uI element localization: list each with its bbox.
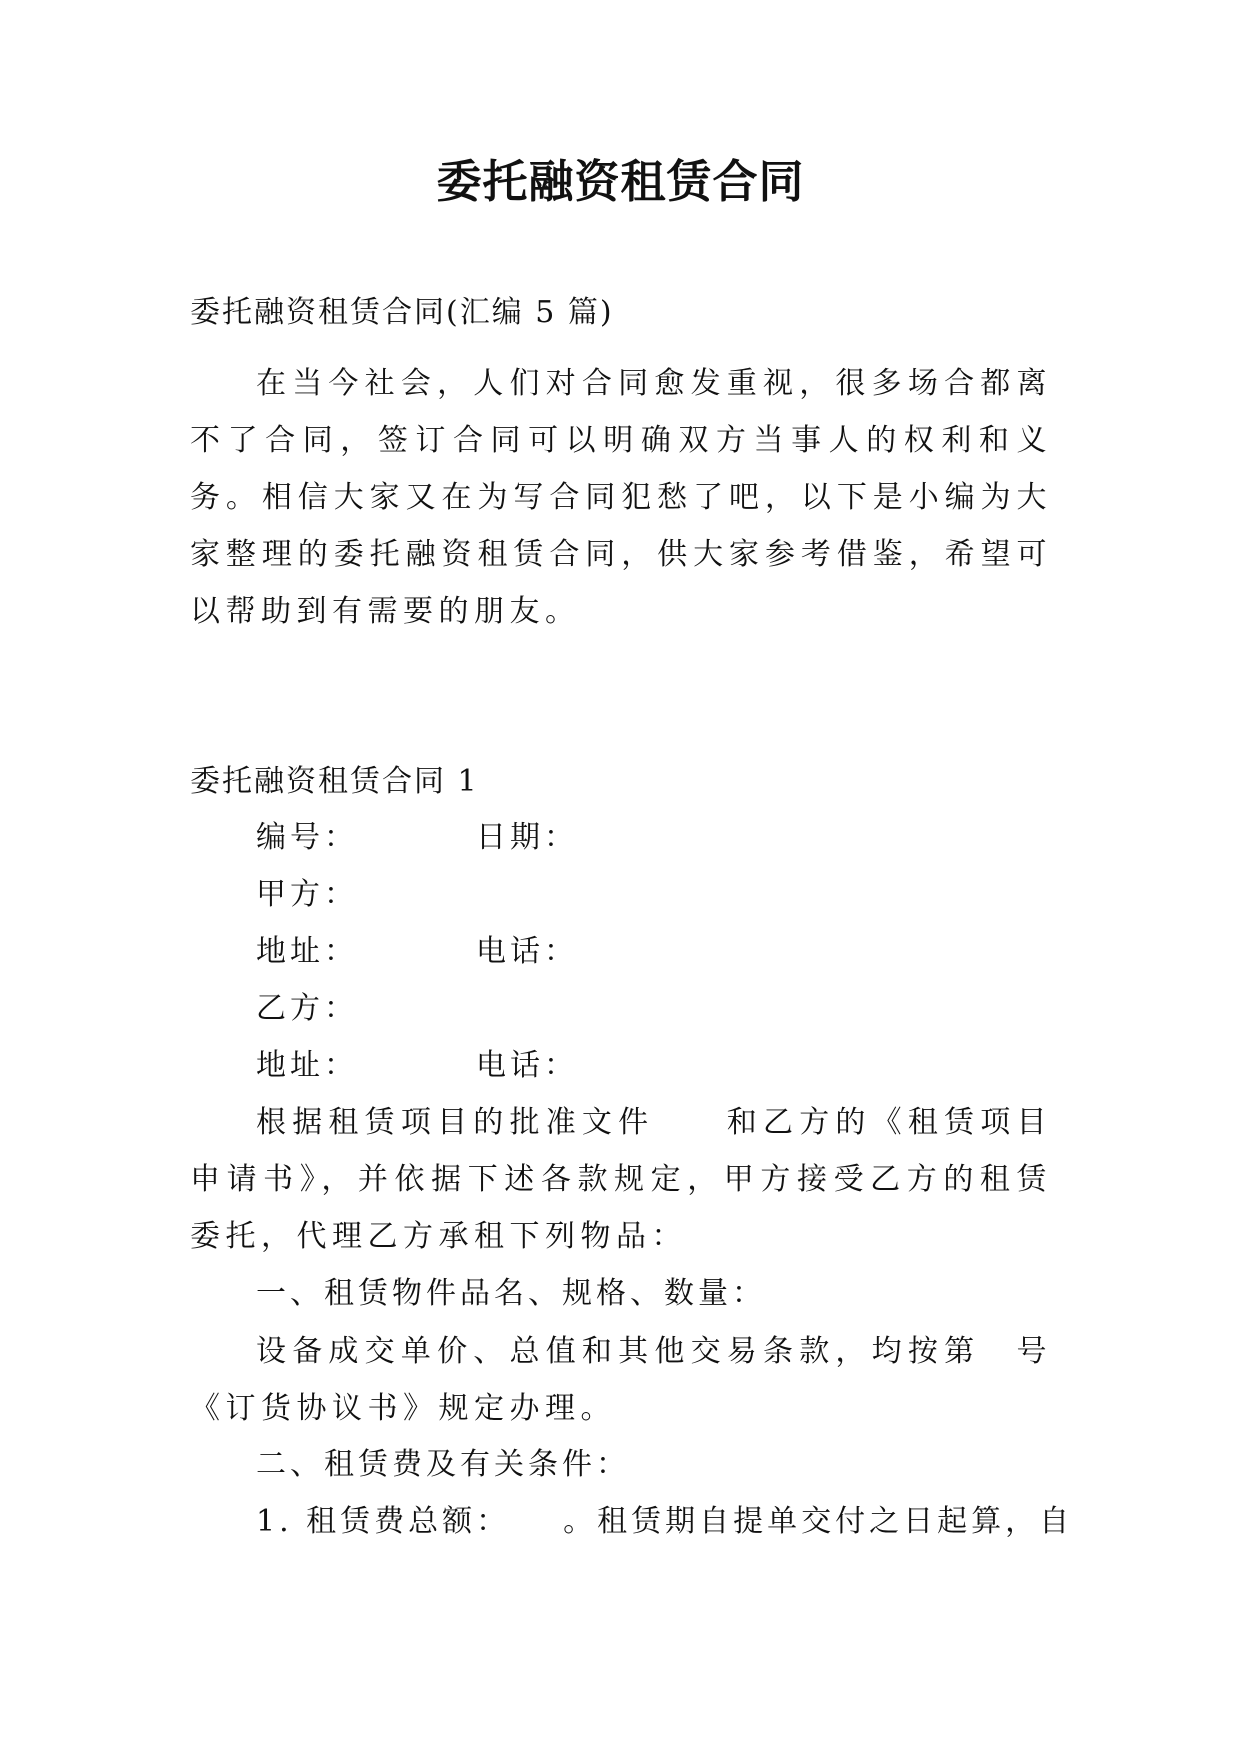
clause-1-heading: 一、租赁物件品名、规格、数量： [256, 1276, 766, 1311]
clause-2-heading: 二、租赁费及有关条件： [256, 1447, 630, 1482]
section-heading: 委托融资租赁合同 1 [190, 764, 479, 799]
document-subtitle: 委托融资租赁合同(汇编 5 篇) [190, 295, 614, 330]
date-label: 日期： [476, 820, 578, 855]
body-paragraph-1: 根据租赁项目的批准文件 和乙方的《租赁项目申请书》，并依据下述各款规定，甲方接受乙方的租赁委托，代理乙方承租下列物品： [190, 1105, 1052, 1254]
address-b-label: 地址： [256, 1048, 358, 1083]
document-title: 委托融资租赁合同 [436, 155, 805, 208]
intro-paragraph: 在当今社会，人们对合同愈发重视，很多场合都离不了合同，签订合同可以明确双方当事人的权利和义务。相信大家又在为写合同犯愁了吧，以下是小编为大家整理的委托融资租赁合同，供大家参考借鉴，希望可以帮助到有需要的朋友。 [190, 366, 1052, 629]
clause-1-text: 设备成交单价、总值和其他交易条款，均按第 号《订货协议书》规定办理。 [190, 1334, 1052, 1426]
phone-a-label: 电话： [476, 934, 578, 969]
number-label: 编号： [256, 820, 358, 855]
party-a-label: 甲方： [256, 877, 358, 912]
party-b-label: 乙方： [256, 991, 358, 1026]
clause-2-item-1: 1. 租赁费总额： 。租赁期自提单交付之日起算，自 [256, 1504, 1074, 1539]
address-a-label: 地址： [256, 934, 358, 969]
phone-b-label: 电话： [476, 1048, 578, 1083]
